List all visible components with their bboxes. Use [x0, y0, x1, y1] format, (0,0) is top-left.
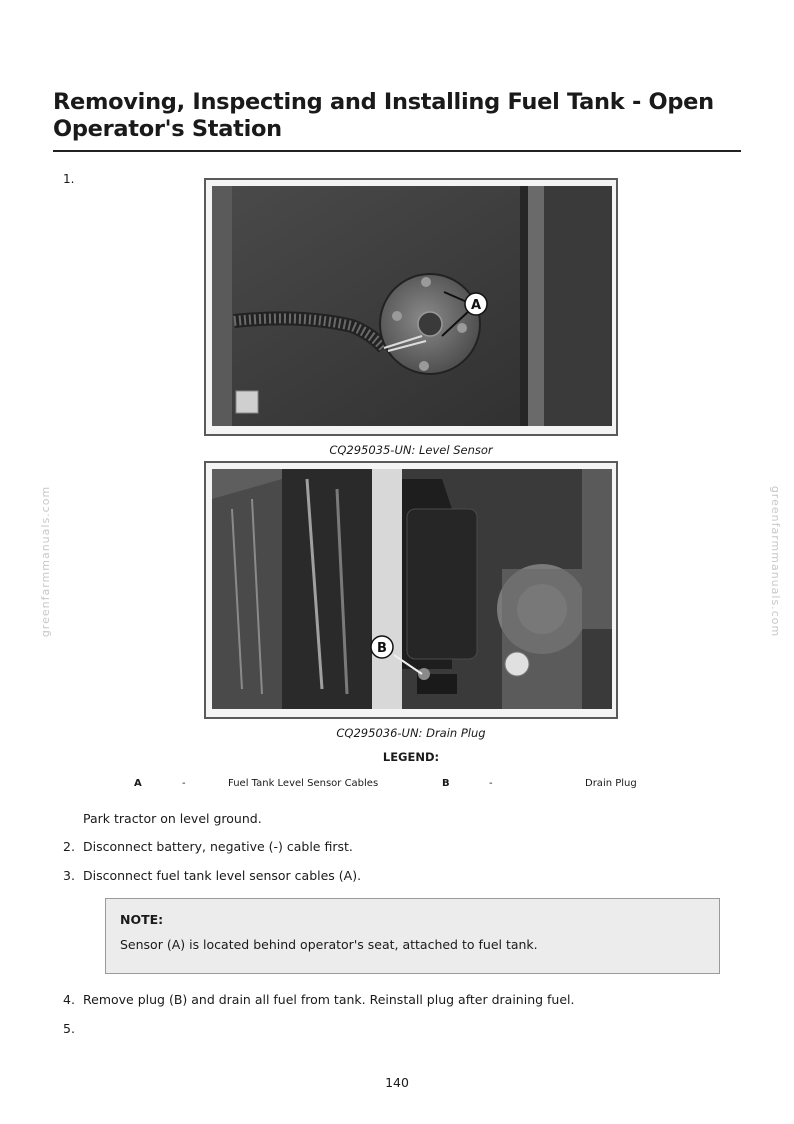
step-1-text: Park tractor on level ground. [83, 811, 262, 826]
step-5-number: 5. [63, 1021, 75, 1036]
legend-label-a: Fuel Tank Level Sensor Cables [228, 778, 379, 789]
figure-level-sensor [204, 178, 618, 436]
figure-2-caption: CQ295036-UN: Drain Plug [336, 726, 486, 740]
figure-drain-plug [204, 461, 618, 719]
watermark-right: greenfarmmanuals.com [769, 485, 783, 638]
drain-plug-photo [212, 469, 612, 709]
legend-dash-b: - [489, 778, 493, 789]
page-number: 140 [385, 1075, 409, 1090]
note-box [105, 898, 720, 974]
callout-b-label: B [377, 641, 387, 656]
step-4-number: 4. [63, 992, 75, 1007]
figure-1-caption: CQ295035-UN: Level Sensor [329, 443, 493, 457]
page-title-line-2: Operator's Station [53, 116, 282, 142]
legend-key-b: B [442, 778, 450, 789]
step-3-number: 3. [63, 868, 75, 883]
step-3-text: Disconnect fuel tank level sensor cables (A). [83, 868, 362, 883]
callout-a-label: A [470, 298, 482, 313]
legend-dash-a: - [182, 778, 186, 789]
legend-key-a: A [134, 778, 142, 789]
watermark-left: greenfarmmanuals.com [39, 485, 53, 638]
legend-label-b: Drain Plug [585, 778, 637, 789]
step-2-text: Disconnect battery, negative (-) cable first. [83, 839, 353, 854]
legend-title: LEGEND: [382, 750, 440, 764]
step-2-number: 2. [63, 839, 75, 854]
step-4-text: Remove plug (B) and drain all fuel from tank. Reinstall plug after draining fuel. [83, 992, 575, 1007]
page-title-line-1: Removing, Inspecting and Installing Fuel Tank - Open [53, 89, 714, 115]
title-rule [53, 150, 741, 152]
page-title [53, 89, 743, 143]
note-text: Sensor (A) is located behind operator's seat, attached to fuel tank. [120, 937, 538, 952]
step-1-number: 1. [63, 172, 75, 186]
note-label: NOTE: [120, 912, 164, 927]
level-sensor-photo [212, 186, 612, 426]
